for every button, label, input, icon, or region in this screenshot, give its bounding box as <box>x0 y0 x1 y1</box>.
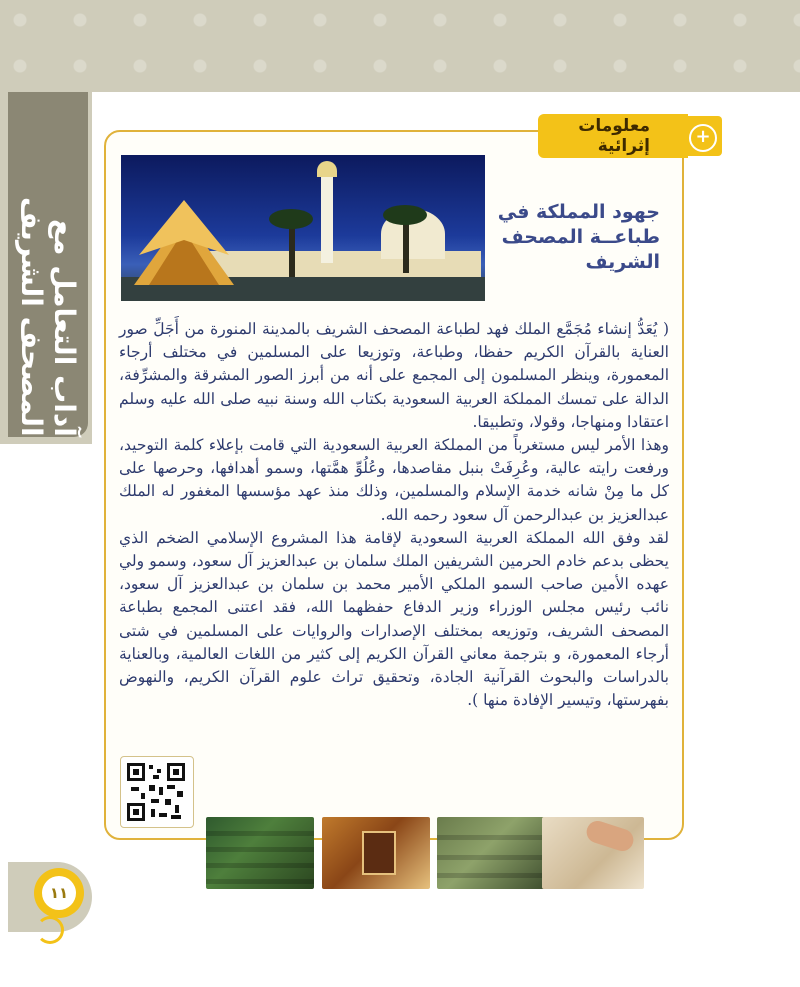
paragraph-3: لقد وفق الله المملكة العربية السعودية لإقامة هذا المشروع الإسلامي الضخم الذي يحظى بدعم خادم الحرمين الشريفين الملك سلمان بن عبدالعزيز آل سعود، وسمو ولي عهده الأمين صاحب السمو الملكي الأمير محمد بن سلمان بن عبدالعزيز آل سعود، نائب رئيس مجلس الوزراء وزير الدفاع حفظهما الله، فقد اعتنى المجمع بطباعة المصحف الشريف، وتوزيعه بمختلف الإصدارات والروايات على المسلمين في شتى أرجاء المعمورة، و بترجمة معاني القرآن الكريم إلى كثير من اللغات العالمية، وبالعناية بالدراسات والبحوث القرآنية الجادة، وتحقيق تراث علوم القرآن الكريم، والنهوض بفهرستها، وتيسير الإفادة منها ). <box>119 528 669 710</box>
article-body <box>119 318 669 712</box>
photo-stripe <box>437 835 545 840</box>
paragraph-2: وهذا الأمر ليس مستغرباً من المملكة العربية السعودية التي قامت بإعلاء كلمة التوحيد، ورفعت رايته عالية، وعُرِفَتْ بنبل مقاصدها، وعُلُوِّ همَّتها، وسمو أهدافها، وحرصها على كل ما مِنْ شانه خدمة الإسلام والمسلمين، وذلك منذ عهد مؤسسها المغفور له الملك عبدالعزيز بن عبدالرحمن آل سعود رحمه الله. <box>119 436 669 524</box>
heading-line-1: جهود المملكة في <box>497 201 660 223</box>
printed-mushafs-photo <box>206 817 314 889</box>
braille-mushaf-photo <box>542 817 644 889</box>
plus-icon: + <box>689 124 717 152</box>
photo-stripe <box>437 855 545 860</box>
book-plus-icon <box>682 116 722 156</box>
chapter-title: آداب التعامل مع المصحف الشريف <box>15 197 81 437</box>
top-decorative-band <box>0 0 800 92</box>
photo-minaret <box>321 167 333 263</box>
quran-complex-photo <box>121 155 485 301</box>
reading-hand <box>584 818 636 854</box>
page-number-badge <box>34 868 84 918</box>
decorative-swirl-icon <box>36 916 64 944</box>
top-band-pattern <box>0 0 800 92</box>
quran-stand-sculpture <box>129 195 239 295</box>
topic-heading <box>490 200 660 275</box>
paragraph-1: ( يُعَدُّ إنشاء مُجَمَّع الملك فهد لطباعة المصحف الشريف بالمدينة المنورة من أَجَلِّ صور العناية بالقرآن الكريم حفظا، وطباعة، وتوزيعا على المسلمين في مختلف أرجاء المعمورة، وينظر المسلمون إلى المجمع على أنه من أبرز الصور المشرقة والمشرِّفة، الدالة على تمسك المملكة العربية السعودية بكتاب الله وسنة نبيه صلى الله عليه وسلم اعتقادا ومنهاجا، وقولا، وتطبيقا. <box>119 320 669 431</box>
section-label-text: معلومات إثرائية <box>578 116 650 156</box>
heading-line-2: طباعــة المصحف <box>501 226 660 248</box>
photo-stripe <box>206 863 314 868</box>
printing-press-photo <box>437 817 545 889</box>
qr-code[interactable] <box>120 756 194 828</box>
holding-mushaf-photo <box>322 817 430 889</box>
photo-stripe <box>206 847 314 852</box>
page-number: ١١ <box>42 876 76 910</box>
photo-stripe <box>437 873 545 878</box>
section-label <box>538 114 688 158</box>
qr-code-pattern <box>127 763 185 821</box>
photo-stripe <box>206 831 314 836</box>
heading-line-3: الشريف <box>585 251 660 273</box>
photo-palm-leaves <box>383 205 427 225</box>
photo-minaret-top <box>317 161 337 177</box>
chapter-tab <box>8 92 88 437</box>
photo-palm-leaves <box>269 209 313 229</box>
photo-stripe <box>206 879 314 884</box>
mushaf-book-icon <box>362 831 396 875</box>
